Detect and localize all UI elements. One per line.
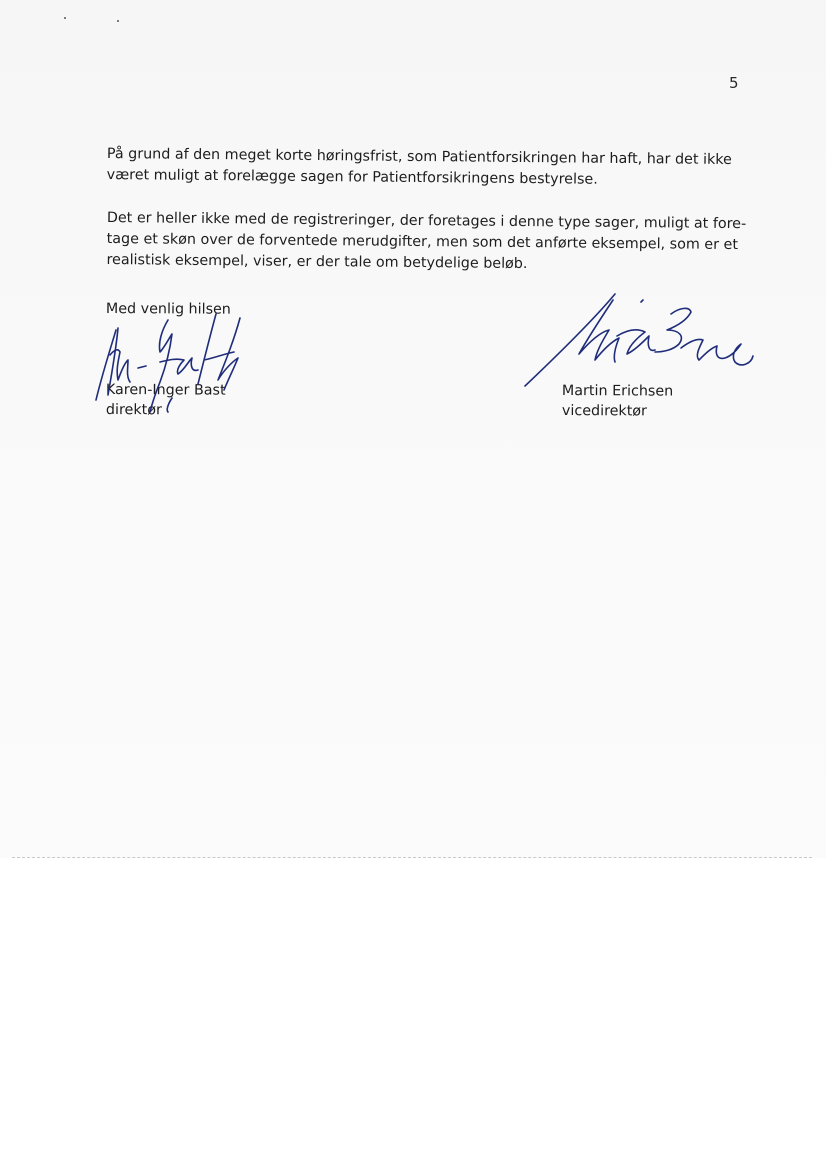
scan-edge-line bbox=[12, 857, 812, 858]
paragraph-line: realistisk eksempel, viser, er der tale om betydelige beløb. bbox=[106, 251, 528, 273]
paragraph-line: På grund af den meget korte høringsfrist, som Patientforsikringen har haft, har det ikke bbox=[106, 145, 732, 168]
paragraph-hearing-deadline bbox=[107, 144, 747, 192]
signatory-title-deputy-director: vicedirektør bbox=[561, 402, 648, 420]
page-number: 5 bbox=[729, 74, 739, 92]
closing-greeting: Med venlig hilsen bbox=[105, 300, 231, 318]
handwritten-signature-director bbox=[88, 300, 258, 420]
scan-speck bbox=[117, 20, 119, 22]
paragraph-cost-estimate bbox=[106, 208, 747, 277]
handwritten-signature-deputy-director bbox=[505, 288, 755, 398]
paragraph-line: tage et skøn over de forventede merudgifter, men som det anførte eksempel, som er et bbox=[106, 230, 739, 254]
signatory-name-director: Karen-Inger Bast bbox=[105, 381, 226, 399]
signatory-title-director: direktør bbox=[105, 401, 162, 419]
signatory-name-deputy-director: Martin Erichsen bbox=[561, 382, 674, 400]
paragraph-line: Det er heller ikke med de registreringer, der foretages i denne type sager, muligt at fore- bbox=[106, 209, 747, 233]
scan-speck bbox=[64, 17, 66, 19]
paragraph-line: været muligt at forelægge sagen for Patientforsikringens bestyrelse. bbox=[106, 166, 598, 188]
